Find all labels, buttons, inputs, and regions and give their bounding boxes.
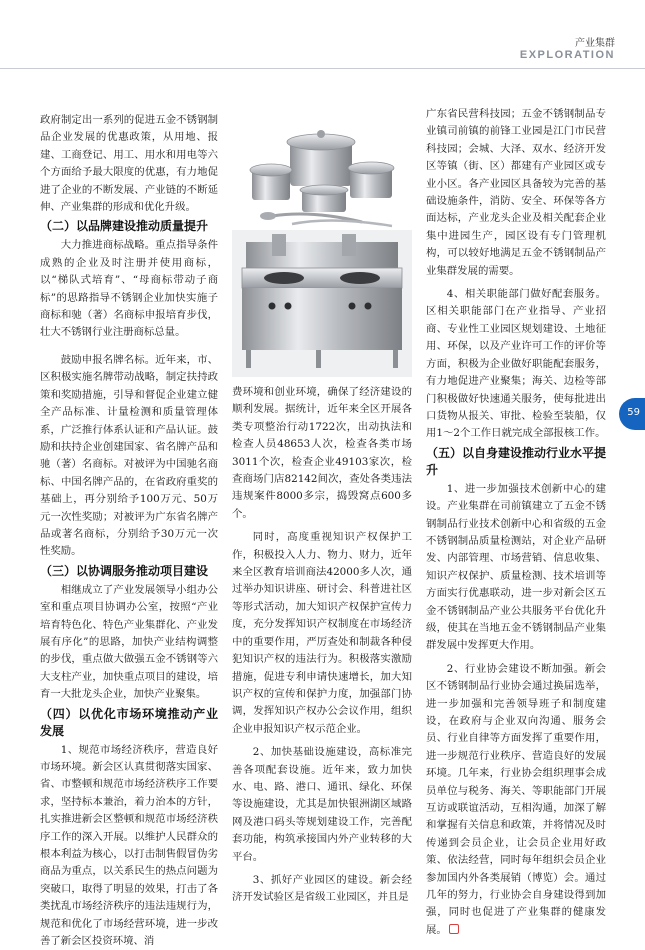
paragraph-famous-brand: 鼓励申报名牌名标。近年来，市、区积极实施名牌带动战略，制定扶持政策和奖励措施，引导和督促企业建立健全产品标准、计量检测和质量管理体系，广泛推行体系认证和产品认证。鼓励和扶持企业创建国家、省名牌产品和驰（著）名商标。对被评为中国驰名商标、中国名牌产品的，在省政府重奖的基础上，再分别给予100万元、50万元一次性奖励；对被评为广东省名牌产品或著名商标，分别给予30万元一次性奖励。: [40, 353, 218, 558]
section-title: 产业集群: [575, 38, 615, 49]
paragraph-park-facilities: 广东省民营科技园；五金不锈钢制品专业镇司前镇的前锋工业园是江门市民营科技园；会城、大泽、双水、经济开发区等镇（街、区）都建有产业园区或专业小区。各产业园区具备较为完善的基础设施条件，消防、安全、环保等各方面达标，产业龙头企业及相关配套企业集中进园生产，园区设有专门管理机构，可以较好地满足五金不锈钢制品产业集群发展的需要。: [426, 108, 606, 277]
end-of-article-icon: [449, 924, 459, 934]
column-left: [40, 112, 218, 950]
paragraph-industrial-park: 3、抓好产业园区的建设。新会经济开发试验区是省级工业园区，并且是: [232, 873, 412, 904]
paragraph-industry-association: [426, 661, 606, 940]
paragraph-project-coordination: 相继成立了产业发展领导小组办公室和重点项目协调办公室，按照“产业培育特色化、特色产业集群化、产业发展有序化”的思路，加快产业结构调整的步伐，重点做大做强五金不锈钢等六大支柱产业，加快重点项目的建设，培育一大批龙头企业，加快产业聚集。: [40, 583, 218, 701]
paragraph-industry-association-text: 2、行业协会建设不断加强。新会区不锈钢制品行业协会通过换届选举，进一步加强和完善领导班子和制度建设，在政府与企业双向沟通、服务会员、行业自律等方面发挥了重要作用，进一步规范行业秩序、营造良好的发展环境。几年来，行业协会组织理事会成员单位与税务、海关、等职能部门开展互访或联谊活动，互相沟通，加深了解和掌握有关信息和政策，并将情况及时传递到会员企业，让会员企业用好政策、依法经营，同时每年组织会员企业参加国内外各类展销（博览）会。通过几年的努力，行业协会自身建设得到加强，同时也促进了产业集群的健康发展。: [426, 662, 606, 936]
paragraph-policy: 政府制定出一系列的促进五金不锈钢制品企业发展的优惠政策，从用地、报建、工商登记、用工、用水和用电等六个方面给予最大限度的优惠，有力地促进了企业的不断发展、产业链的不断延伸、产业集群的形成和优化升级。: [40, 114, 218, 214]
header-divider: [0, 68, 645, 69]
paragraph-enforcement-stats: 费环境和创业环境，确保了经济建设的顺利发展。据统计，近年来全区开展各类专项整治行动1722次，出动执法和检查人员48653人次，检查各类市场3011个次，检查企业49103家次，检查商场门店82142间次，查处各类违法违规案件8000多宗，捣毁窝点600多个。: [232, 386, 412, 520]
paragraph-innovation-center: 1、进一步加强技术创新中心的建设。产业集群在司前镇建立了五金不锈钢制品行业技术创新中心和省级的五金不锈钢制品质量检测站，对企业产品研发、内部管理、市场营销、信息收集、知识产权保护、质量检测、技术培训等方面实行优惠联动，进一步对新会区五金不锈钢制品产业公共服务平台优化升级，使其在当地五金不锈钢制品产业集群发展中发挥更大作用。: [426, 482, 606, 652]
column-right: [426, 106, 606, 939]
section-subtitle: EXPLORATION: [519, 49, 615, 61]
paragraph-market-order: 1、规范市场经济秩序，营造良好市场环境。新会区认真贯彻落实国家、省、市整顿和规范市场经济秩序工作要求，坚持标本兼治，着力治本的方针，扎实推进新会区整顿和规范市场经济秩序工作的深入开展。以维护人民群众的根本利益为核心，以打击制售假冒伪劣商品为重点，以关系民生的热点问题为突破口，取得了明显的效果，打击了各类扰乱市场经济秩序的违法违规行为，规范和优化了市场经营环境，进一步改善了新会区投资环境、消: [40, 743, 218, 948]
paragraph-infrastructure: 2、加快基础设施建设，高标准完善各项配套设施。近年来，致力加快水、电、路、港口、通讯、绿化、环保等设施建设，尤其是加快银洲湖区域路网及港口码头等规划建设工作，完善配套功能，构筑承接国内外产业转移的大平台。: [232, 746, 412, 863]
paragraph-supporting-services: 4、相关职能部门做好配套服务。区相关职能部门在产业指导、产业招商、专业性工业园区规划建设、土地征用、环保，以及产业许可工作的评价等方面，积极为企业做好职能配套服务，有力地促进产业聚集；海关、边检等部门积极做好快速通关服务，使每批进出口货物从报关、审批、检验至装船，仅用1～2个工作日就完成全部报核工作。: [426, 288, 606, 440]
page-number: 59: [627, 407, 640, 418]
product-photo-illustration: [232, 112, 412, 377]
heading-self-construction: （五）以自身建设推动行业水平提升: [426, 445, 607, 477]
product-photo: [232, 112, 412, 377]
commercial-stove-icon: [242, 234, 402, 368]
heading-brand-quality: （二）以品牌建设推动质量提升: [40, 219, 209, 234]
paragraph-ip-protection: 同时，高度重视知识产权保护工作，积极投入人力、物力、财力，近年来全区教育培训商法42000多人次，通过举办知识讲座、研讨会、科普进社区等形式活动，加大知识产权保护宣传力度，充分发挥知识产权制度在市场经济中的重要作用，严厉查处和制裁各种侵犯知识产权的违法行为。积极落实激励措施，促进专利申请快速增长，加大知识产权的宣传和保护力度，加强部门协调，发挥知识产权办公会议作用，组织企业申报知识产权示范企业。: [232, 531, 412, 735]
column-middle: [232, 384, 412, 907]
heading-market-environment: （四）以优化市场环境推动产业发展: [40, 706, 218, 738]
page-header: [0, 0, 645, 70]
heading-coordination: （三）以协调服务推动项目建设: [40, 563, 209, 578]
paragraph-trademark-strategy: 大力推进商标战略。重点指导条件成熟的企业及时注册并使用商标，以“梯队式培育”、“母商标带动子商标”的思路指导不锈钢企业加快实施子商标和驰（著）名商标申报培育步伐，壮大不锈钢行业注册商标总量。: [40, 239, 218, 339]
